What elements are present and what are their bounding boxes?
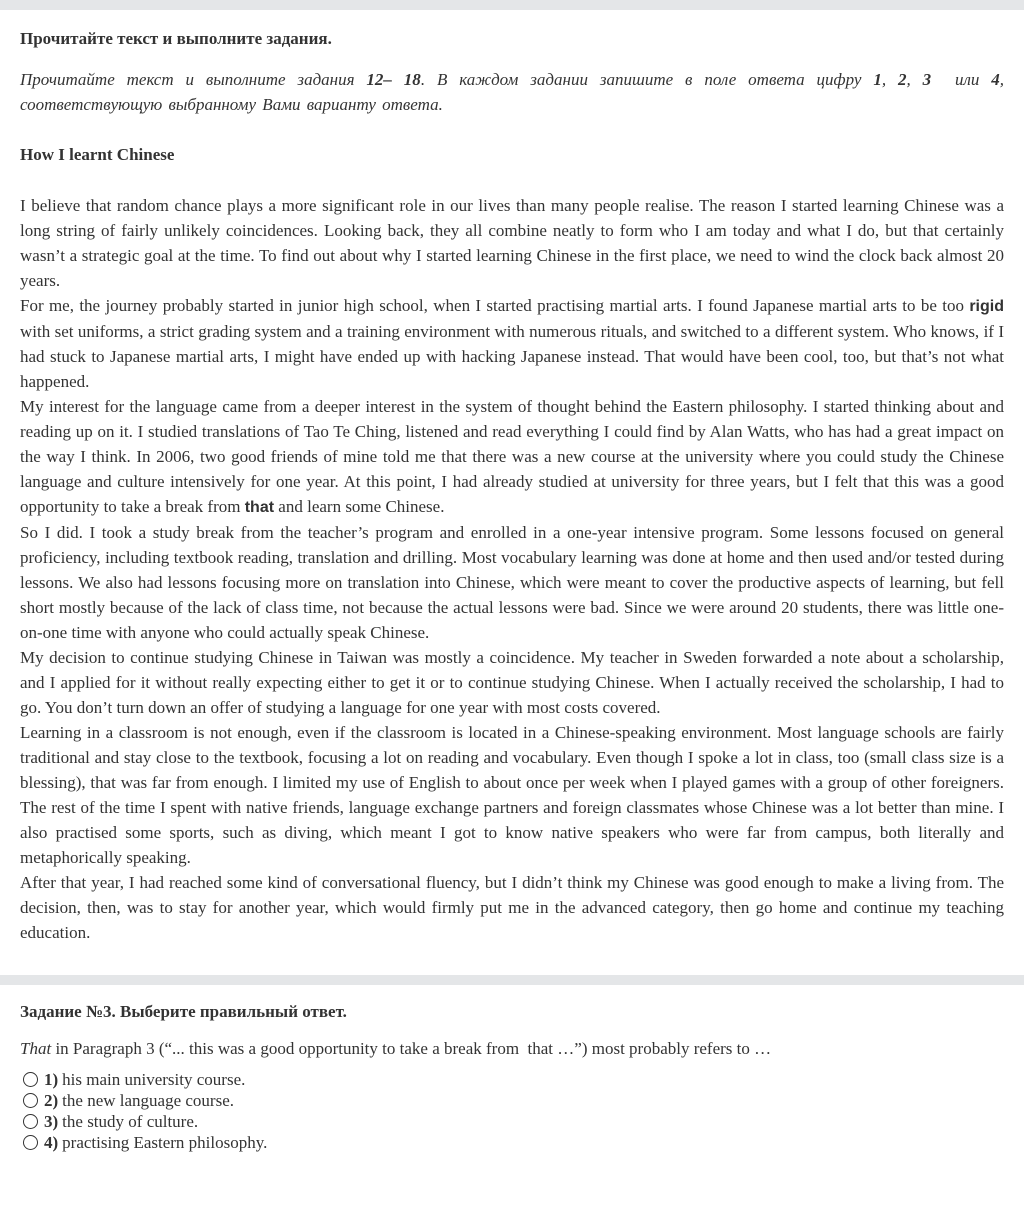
option-number: 3) [44,1112,59,1131]
option-text: the new language course. [62,1091,234,1110]
option-number: 4) [44,1133,59,1152]
paragraph-part: My interest for the language came from a deeper interest in the system of thought behind the Eastern philosophy. I started thinking about and reading up on it. I studied translations of Tao Te Ching, listened and read everything I could find by Alan Watts, who has had a great impact on the way I think. In 2006, two good friends of mine told me that there was a new course at the university where you could study the Chinese language and culture intensively for one year. At this point, I had already studied at university for three years, but I felt that this was a good opportunity to take a break from [20,397,1004,516]
answer-option-3[interactable] [20,1111,1004,1132]
paragraph-part: For me, the journey probably started in junior high school, when I started practising martial arts. I found Japanese martial arts to be too [20,296,970,315]
answer-option-2[interactable] [20,1090,1004,1111]
radio-button[interactable] [23,1135,38,1150]
instruction-or: или [931,70,992,89]
option-number: 2) [44,1091,59,1110]
question-keyword: That [20,1039,52,1058]
story-paragraph: My decision to continue studying Chinese in Taiwan was mostly a coincidence. My teacher in Sweden forwarded a note about a scholarship, and I applied for it without really expecting either to get it or to continue studying Chinese. When I actually received the scholarship, I had to go. You don’t turn down an offer of studying a language for one year with most costs covered. [20,648,1004,717]
paragraph-part: and learn some Chinese. [274,497,445,516]
reading-section [0,10,1024,975]
option-number: 1) [44,1070,59,1089]
question-rest: in Paragraph 3 (“... this was a good opportunity to take a break from that …”) most probably refers to … [51,1039,772,1058]
story-text [20,193,1004,945]
instruction-digit: 4 [991,70,1000,89]
story-paragraph: After that year, I had reached some kind of conversational fluency, but I didn’t think my Chinese was good enough to make a living from. The decision, then, was to stay for another year, which would firmly put me in the advanced category, then go home and continue my teaching education. [20,873,1004,942]
option-text: practising Eastern philosophy. [62,1133,268,1152]
instruction-part: . В каждом задании запишите в поле ответа цифру [420,70,874,89]
story-paragraph [20,293,1004,394]
answer-options [20,1069,1004,1153]
radio-button[interactable] [23,1072,38,1087]
instruction-text [20,67,1004,117]
instruction-digit: 1 [873,70,882,89]
story-paragraph: I believe that random chance plays a more significant role in our lives than many people realise. The reason I started learning Chinese was a long string of fairly unlikely coincidences. Looking back, they all combine neatly to form who I am today and what I do, but that certainly wasn’t a strategic goal at the time. To find out about why I started learning Chinese in the first place, we need to wind the clock back almost 20 years. [20,196,1004,290]
task-title: Задание №3. Выберите правильный ответ. [20,1002,347,1021]
answer-option-1[interactable] [20,1069,1004,1090]
section-divider [0,975,1024,985]
instruction-digit: 2 [897,70,907,89]
instruction-sep: , [906,70,923,89]
task-section [0,985,1024,1173]
story-paragraph: Learning in a classroom is not enough, even if the classroom is located in a Chinese-speaking environment. Most language schools are fairly traditional and stay close to the textbook, focusing a lot on reading and vocabulary. Even though I spoke a lot in class, too (small class size is a blessing), that was far from enough. I limited my use of English to about once per week when I played games with a group of other foreigners. The rest of the time I spent with native friends, language exchange partners and foreign classmates whose Chinese was a lot better than mine. I also practised some sports, such as diving, which meant I got to know native speakers who were far from campus, both literally and metaphorically speaking. [20,723,1004,867]
story-paragraph: So I did. I took a study break from the teacher’s program and enrolled in a one-year intensive program. Some lessons focused on general proficiency, including textbook reading, translation and drilling. Most vocabulary learning was done at home and then used and/or tested during lessons. We also had lessons focusing more on translation into Chinese, which were meant to cover the productive aspects of learning, but fell short mostly because of the lack of class time, not because the actual lessons were bad. Since we were around 20 students, there was little one-on-one time with anyone who could actually speak Chinese. [20,523,1004,642]
paragraph-part: with set uniforms, a strict grading system and a training environment with numerous rituals, and switched to a different system. Who knows, if I had stuck to Japanese martial arts, I might have ended up with hacking Japanese instead. That would have been cool, too, but that’s not what happened. [20,322,1004,391]
radio-button[interactable] [23,1093,38,1108]
top-divider [0,0,1024,10]
story-title: How I learnt Chinese [20,145,175,164]
radio-button[interactable] [23,1114,38,1129]
instruction-part: Прочитайте текст и выполните задания [20,70,367,89]
section-title: Прочитайте текст и выполните задания. [20,29,332,48]
highlighted-word: rigid [969,298,1004,315]
highlighted-word: that [244,499,275,516]
answer-option-4[interactable] [20,1132,1004,1153]
option-text: his main university course. [62,1070,246,1089]
instruction-sep: , [881,70,898,89]
story-paragraph [20,394,1004,520]
instruction-range: 12– 18 [366,70,421,89]
instruction-digit: 3 [922,70,932,89]
question-text [20,1037,1004,1061]
instruction-part: , соответствующую выбранному Вами варианту ответа. [20,70,1005,114]
option-text: the study of culture. [62,1112,199,1131]
